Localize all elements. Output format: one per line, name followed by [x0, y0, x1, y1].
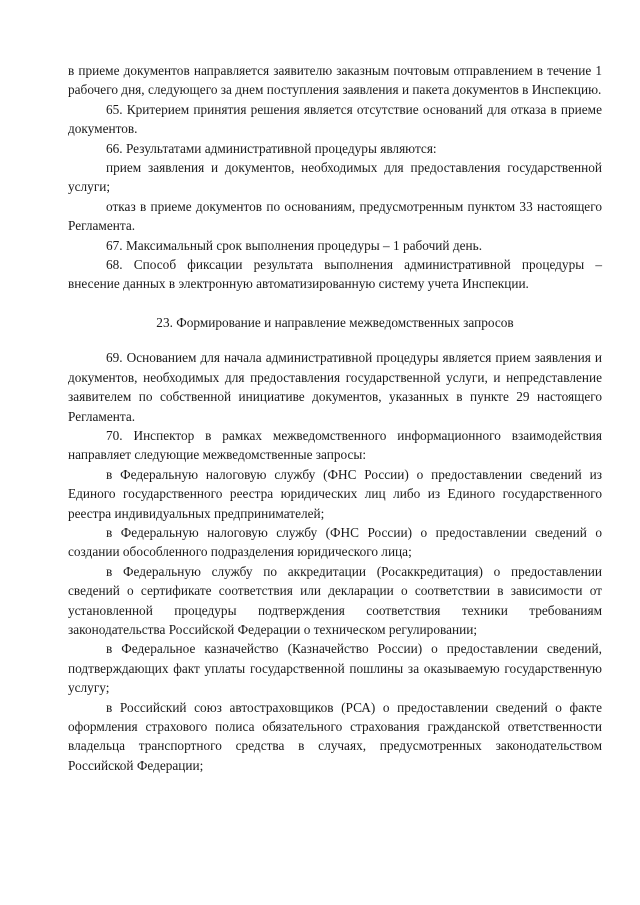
paragraph-70-item-fns-egrul: в Федеральную налоговую службу (ФНС России) о предоставлении сведений из Единого государственного реестра юридических лиц либо из Единого государственного реестра индивидуальных предпринимателей; [68, 466, 602, 521]
paragraph-70-item-rsa: в Российский союз автостраховщиков (РСА) о предоставлении сведений о факте оформления страхового полиса обязательного страхования гражданской ответственности владельца транспортного средства в случаях, предусмотренных законодательством Российской Федерации; [68, 699, 602, 773]
paragraph-66-item-2: отказ в приеме документов по основаниям, предусмотренным пунктом 33 настоящего Регламента. [68, 198, 602, 234]
paragraph-70-item-rosakkreditatsiya: в Федеральную службу по аккредитации (Росаккредитация) о предоставлении сведений о сертификате соответствия или декларации о соответствии в зависимости от установленной процедуры подтверждения соответствия техники требованиям законодательства Российской Федерации о техническом регулировании; [68, 563, 602, 637]
paragraph-66: 66. Результатами административной процедуры являются: [106, 140, 437, 156]
paragraph-66-item-1: прием заявления и документов, необходимых для предоставления государственной услуги; [68, 160, 602, 195]
paragraph-69: 69. Основанием для начала административной процедуры является прием заявления и документов, необходимых для предоставления государственной услуги, и непредставление заявителем по собственной инициативе документов, указанных в пункте 29 настоящего Регламента. [68, 350, 602, 424]
document-body [68, 61, 602, 775]
paragraph-70: 70. Инспектор в рамках межведомственного информационного взаимодействия направляет следующие межведомственные запросы: [68, 427, 602, 463]
paragraph-65: 65. Критерием принятия решения является отсутствие оснований для отказа в приеме документов. [68, 101, 602, 137]
paragraph-68: 68. Способ фиксации результата выполнения административной процедуры – внесение данных в электронную автоматизированную систему учета Инспекции. [68, 257, 602, 292]
paragraph-70-item-kaznacheystvo: в Федеральное казначейство (Казначейство России) о предоставлении сведений, подтверждающих факт уплаты государственной пошлины за оказываемую государственную услугу; [68, 641, 602, 696]
paragraph-continuation: в приеме документов направляется заявителю заказным почтовым отправлением в течение 1 рабочего дня, следующего за днем поступления заявления и пакета документов в Инспекцию. [68, 63, 602, 98]
paragraph-67: 67. Максимальный срок выполнения процедуры – 1 рабочий день. [106, 237, 483, 253]
section-heading: 23. Формирование и направление межведомственных запросов [156, 314, 514, 330]
paragraph-70-item-fns-branch: в Федеральную налоговую службу (ФНС России) о предоставлении сведений о создании обособленного подразделения юридического лица; [68, 524, 602, 560]
